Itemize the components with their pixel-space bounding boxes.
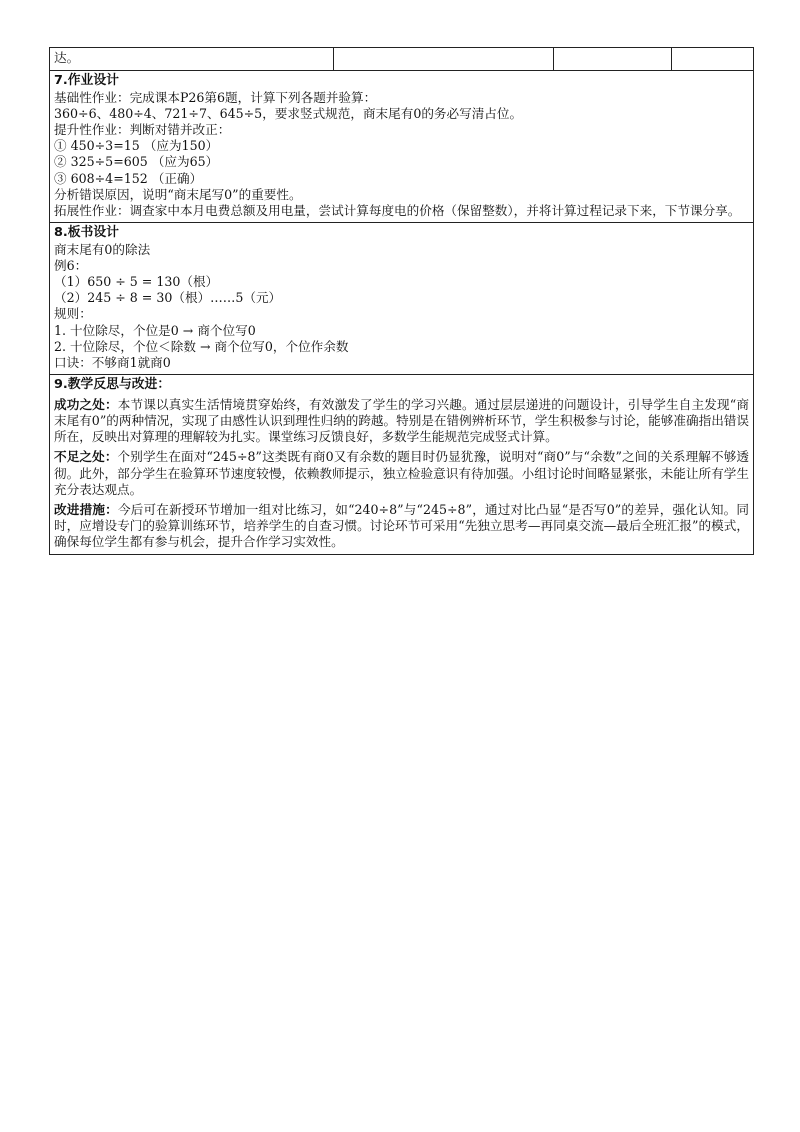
board-design-title: 8.板书设计 <box>54 225 119 241</box>
lesson-plan-table <box>49 47 754 555</box>
board-line: 商末尾有0的除法 <box>54 241 151 257</box>
continued-row <box>50 48 754 71</box>
reflection-shortcoming <box>54 449 749 498</box>
reflection-cell <box>50 375 754 554</box>
shortcoming-text: 个别学生在面对“245÷8”这类既有商0又有余数的题目时仍显犹豫，说明对“商0”与“余数”之间的关系理解不够透彻。此外，部分学生在验算环节速度较慢，依赖教师提示，独立检验意识有待加强。小组讨论时间略显紧张，未能让所有学生充分表达观点。 <box>54 449 749 497</box>
board-line: 例6： <box>54 257 88 273</box>
homework-line: 提升性作业：判断对错并改正： <box>54 121 231 137</box>
section-reflection <box>50 375 754 554</box>
homework-line: 分析错误原因，说明“商末尾写0”的重要性。 <box>54 186 302 202</box>
board-line: 1. 十位除尽，个位是0 → 商个位写0 <box>54 322 256 338</box>
board-line: （2）245 ÷ 8 = 30（根）……5（元） <box>54 290 282 306</box>
homework-line: ② 325÷5=605 （应为65） <box>54 154 219 170</box>
continued-cell-2 <box>334 48 554 71</box>
homework-line: ① 450÷3=15 （应为150） <box>54 138 219 154</box>
board-line: 2. 十位除尽，个位＜除数 → 商个位写0，个位作余数 <box>54 338 349 354</box>
homework-cell <box>50 71 754 223</box>
continued-cell-3 <box>554 48 672 71</box>
lesson-plan-page <box>49 47 753 555</box>
section-homework <box>50 71 754 223</box>
homework-line: ③ 608÷4=152 （正确） <box>54 170 203 186</box>
homework-title: 7.作业设计 <box>54 73 119 88</box>
board-design-cell <box>50 223 754 375</box>
continued-cell-text: 达。 <box>50 48 334 71</box>
improve-label: 改进措施： <box>54 501 118 517</box>
shortcoming-label: 不足之处： <box>54 449 118 465</box>
homework-line: 基础性作业：完成课本P26第6题，计算下列各题并验算： <box>54 89 377 105</box>
homework-extension: 拓展性作业：调查家中本月电费总额及用电量，尝试计算每度电的价格（保留整数），并将计算过程记录下来，下节课分享。 <box>54 202 741 218</box>
reflection-success <box>54 397 749 446</box>
homework-line: 360÷6、480÷4、721÷7、645÷5，要求竖式规范，商末尾有0的务必写清占位。 <box>54 105 523 121</box>
continued-cell-4 <box>672 48 754 71</box>
improve-text: 今后可在新授环节增加一组对比练习，如“240÷8”与“245÷8”，通过对比凸显“是否写0”的差异，强化认知。同时，应增设专门的验算训练环节，培养学生的自查习惯。讨论环节可采用“先独立思考—再同桌交流—最后全班汇报”的模式，确保每位学生都有参与机会，提升合作学习实效性。 <box>54 501 749 550</box>
board-line: 口诀：不够商1就商0 <box>54 355 171 371</box>
success-text: 本节课以真实生活情境贯穿始终，有效激发了学生的学习兴趣。通过层层递进的问题设计，引导学生自主发现“商末尾有0”的两种情况，实现了由感性认识到理性归纳的跨越。特别是在错例辨析环节，学生积极参与讨论，能够准确指出错误所在，反映出对算理的理解较为扎实。课堂练习反馈良好，多数学生能规范完成竖式计算。 <box>54 396 749 445</box>
board-line: 规则： <box>54 306 92 322</box>
success-label: 成功之处： <box>54 396 118 412</box>
reflection-improvement <box>54 502 749 551</box>
section-board-design <box>50 223 754 375</box>
reflection-title: 9.教学反思与改进： <box>54 377 171 393</box>
board-line: （1）650 ÷ 5 = 130（根） <box>54 274 219 290</box>
